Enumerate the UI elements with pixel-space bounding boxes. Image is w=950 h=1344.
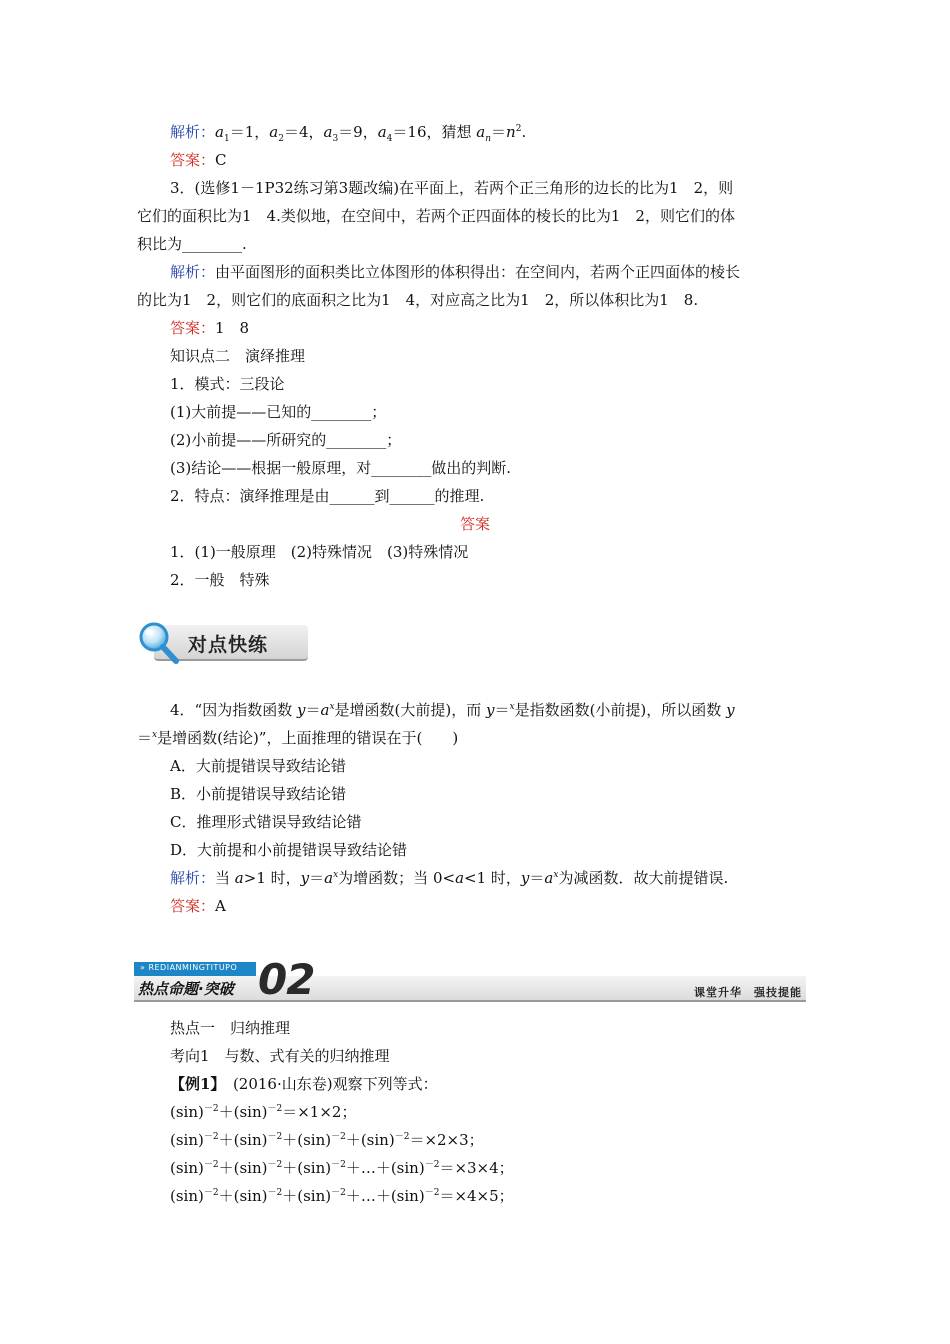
kp-answer-line: 1．(1)一般原理 (2)特殊情况 (3)特殊情况 — [170, 543, 469, 561]
solution-line: 解析：由平面图形的面积类比立体图形的体积得出：在空间内，若两个正四面体的棱长 — [170, 263, 741, 281]
equation-line: $(\sin)^{-2}+(\sin)^{-2}=\times 1\times 2$； — [170, 1103, 357, 1121]
option-a: A．大前提错误导致结论错 — [170, 757, 346, 775]
option-c: C．推理形式错误导致结论错 — [170, 813, 362, 831]
hot-topic-title: 热点一 归纳推理 — [170, 1019, 291, 1037]
question-3-line-3: 积比为________. — [137, 235, 247, 253]
question-3-line-2: 它们的面积比为1 4.类似地，在空间中，若两个正四面体的棱长的比为1 2，则它们的体 — [137, 207, 735, 225]
question-4-line-2: ＝$^x$是增函数(结论)”，上面推理的错误在于( ) — [137, 729, 459, 747]
banner-title: 热点命题·突破 — [138, 980, 234, 998]
kp-answer-line: 2．一般 特殊 — [170, 571, 270, 589]
option-d: D．大前提和小前提错误导致结论错 — [170, 841, 408, 859]
option-b: B．小前提错误导致结论错 — [170, 785, 347, 803]
section-badge-practice — [134, 618, 310, 666]
equation-line: $(\sin)^{-2}+(\sin)^{-2}+(\sin)^{-2}+\dots+(\sin)^{-2}=\times 3\times 4$； — [170, 1159, 514, 1177]
kp-line: (1)大前提——已知的________； — [170, 403, 387, 421]
kp-line: 2．特点：演绎推理是由______到______的推理. — [170, 487, 485, 505]
answer-line: 答案：1 8 — [170, 319, 250, 337]
knowledge-point-title: 知识点二 演绎推理 — [170, 347, 306, 365]
section-banner-hot-topics — [134, 955, 806, 1004]
example-heading: 【例1】 (2016·山东卷)观察下列等式： — [170, 1075, 438, 1093]
equation-line: $(\sin)^{-2}+(\sin)^{-2}+(\sin)^{-2}+\dots+(\sin)^{-2}=\times 4\times 5$； — [170, 1187, 514, 1205]
section-title: 对点快练 — [188, 634, 269, 656]
solution-line: 解析：当 a>1 时，$y=a^x$为增函数；当 0<a<1 时，$y=a^x$为减函数．故大前提错误. — [170, 869, 729, 887]
answer-heading: 答案 — [459, 515, 490, 533]
banner-slogan: 课堂升华 强技提能 — [694, 986, 802, 999]
magnifier-icon — [134, 618, 182, 666]
kp-line: 1．模式：三段论 — [170, 375, 285, 393]
hot-topic-subtitle: 考向1 与数、式有关的归纳推理 — [170, 1047, 390, 1065]
equation-line: $(\sin)^{-2}+(\sin)^{-2}+(\sin)^{-2}+(\sin)^{-2}=\times 2\times 3$； — [170, 1131, 484, 1149]
kp-line: (2)小前提——所研究的________； — [170, 431, 402, 449]
banner-number: 02 — [258, 955, 315, 1004]
solution-line-2: 的比为1 2，则它们的底面积之比为1 4，对应高之比为1 2，所以体积比为1 8. — [137, 291, 699, 309]
question-3-line-1: 3．(选修1－1P32练习第3题改编)在平面上，若两个正三角形的边长的比为1 2，则 — [170, 179, 734, 197]
question-4-line-1: 4．“因为指数函数 $y=a^x$是增函数(大前提)，而 y＝$^x$是指数函数(小前提)，所以函数 y — [170, 701, 735, 719]
banner-pinyin: » REDIANMINGTITUPO — [140, 963, 238, 972]
solution-line: 解析：$a_1=1$，$a_2=4$，$a_3=9$，$a_4=16$，猜想 $a_n=n^2$. — [170, 123, 527, 144]
answer-line: 答案：A — [170, 897, 226, 915]
answer-line: 答案：C — [170, 151, 227, 169]
kp-line: (3)结论——根据一般原理，对________做出的判断. — [170, 459, 512, 477]
